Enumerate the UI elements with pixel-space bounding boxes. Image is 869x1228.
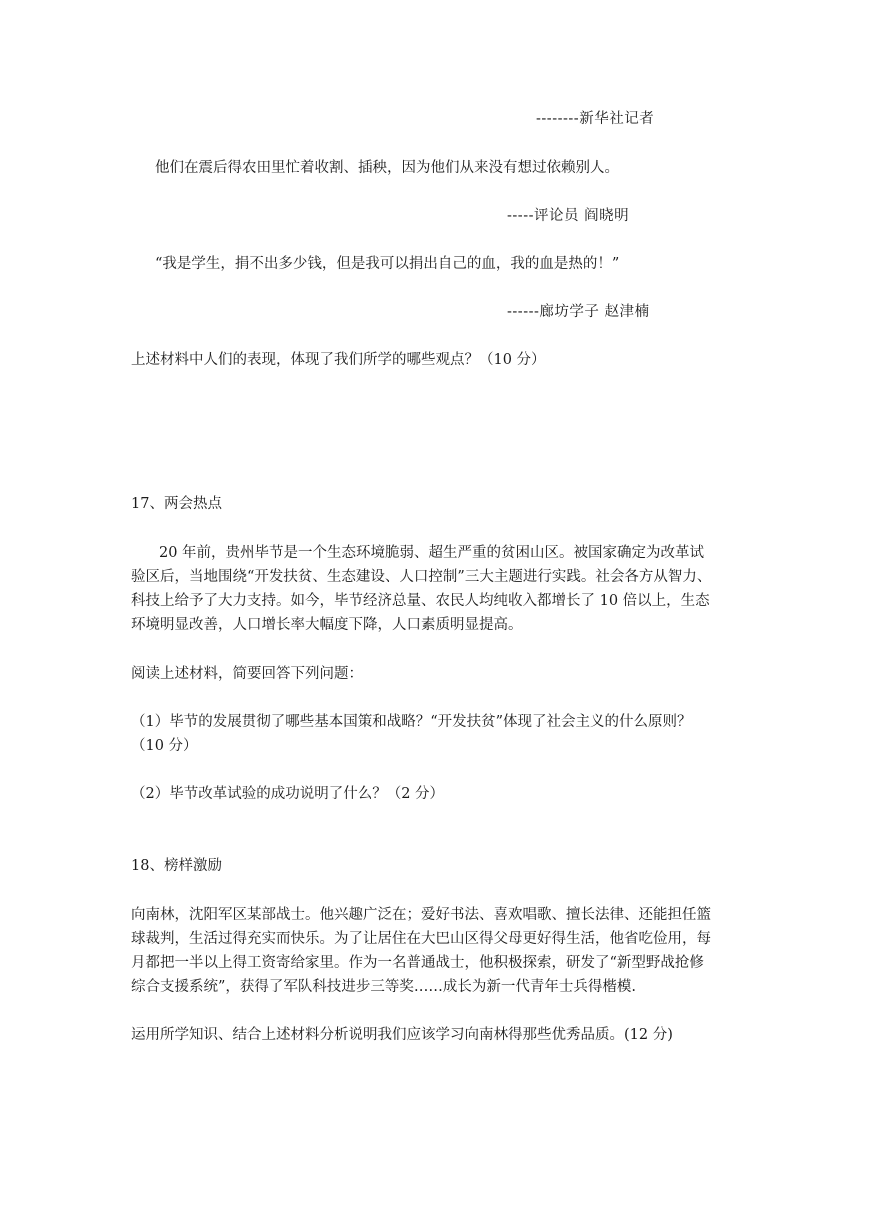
q18-question: 运用所学知识、结合上述材料分析说明我们应该学习向南林得那些优秀品质。(12 分) bbox=[131, 1027, 673, 1043]
quote3-attribution: ------廊坊学子 赵津楠 bbox=[507, 304, 650, 320]
q17-para-line-3: 科技上给予了大力支持。如今，毕节经济总量、农民人均纯收入都增长了 10 倍以上，生态 bbox=[131, 593, 710, 609]
q18-para-line-1: 向南林，沈阳军区某部战士。他兴趣广泛在；爱好书法、喜欢唱歌、擅长法律、还能担任篮 bbox=[131, 907, 711, 923]
q17-para-line-1: 20 年前，贵州毕节是一个生态环境脆弱、超生严重的贫困山区。被国家确定为改革试 bbox=[159, 545, 705, 561]
q17-sub2: （2）毕节改革试验的成功说明了什么？（2 分） bbox=[131, 786, 445, 802]
quote2-attribution: -----评论员 阎晓明 bbox=[507, 208, 630, 224]
quote3-text: “我是学生，捐不出多少钱，但是我可以捐出自己的血，我的血是热的！” bbox=[155, 256, 620, 272]
q16-question: 上述材料中人们的表现，体现了我们所学的哪些观点？（10 分） bbox=[131, 352, 546, 368]
q17-sub1-line-2: （10 分） bbox=[131, 738, 198, 754]
quote2-text: 他们在震后得农田里忙着收割、插秧，因为他们从来没有想过依赖别人。 bbox=[155, 160, 619, 176]
q18-heading: 18、榜样激励 bbox=[131, 858, 222, 874]
quote1-attribution: --------新华社记者 bbox=[536, 111, 655, 127]
q17-heading: 17、两会热点 bbox=[131, 496, 222, 512]
q18-para-line-2: 球裁判，生活过得充实而快乐。为了让居住在大巴山区得父母更好得生活，他省吃俭用，每 bbox=[131, 931, 711, 947]
q17-sub1-line-1: （1）毕节的发展贯彻了哪些基本国策和战略？“开发扶贫”体现了社会主义的什么原则？ bbox=[131, 714, 692, 730]
q17-para-line-2: 验区后，当地围绕“开发扶贫、生态建设、人口控制”三大主题进行实践。社会各方从智力、 bbox=[131, 569, 712, 585]
q18-para-line-3: 月都把一半以上得工资寄给家里。作为一名普通战士，他积极探索，研发了“新型野战抢修 bbox=[131, 955, 704, 971]
q17-instruction: 阅读上述材料，简要回答下列问题： bbox=[131, 666, 363, 682]
q17-para-line-4: 环境明显改善，人口增长率大幅度下降，人口素质明显提高。 bbox=[131, 617, 523, 633]
q18-para-line-4: 综合支援系统”，获得了军队科技进步三等奖……成长为新一代青年士兵得楷模. bbox=[131, 979, 637, 995]
